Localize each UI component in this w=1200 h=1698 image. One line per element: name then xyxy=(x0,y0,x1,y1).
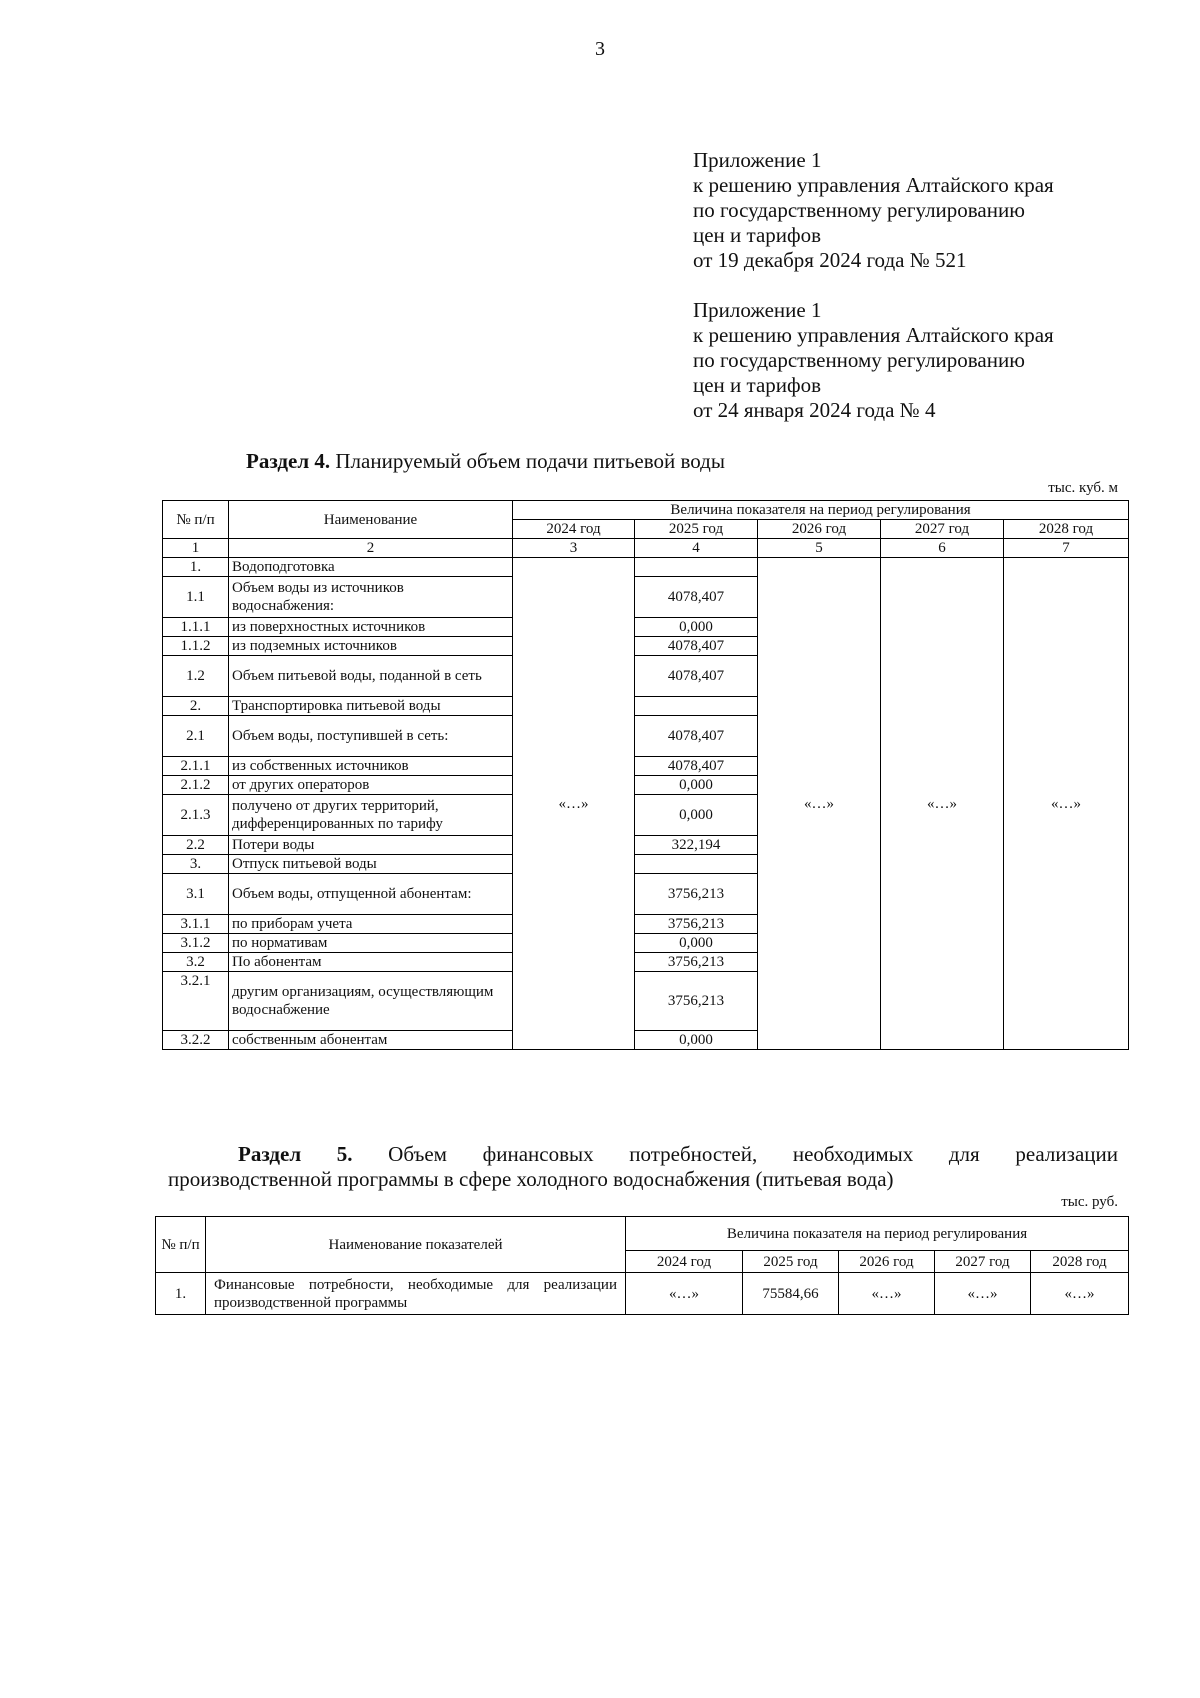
header-year: 2025 год xyxy=(743,1251,839,1273)
row-name: Отпуск питьевой воды xyxy=(229,855,513,874)
value-2025: 322,194 xyxy=(635,836,758,855)
row-num: 3.2.2 xyxy=(163,1031,229,1050)
row-name: по приборам учета xyxy=(229,915,513,934)
section5-units: тыс. руб. xyxy=(1061,1194,1118,1210)
row-num: 3.1.2 xyxy=(163,934,229,953)
value-2025: 4078,407 xyxy=(635,637,758,656)
value-2025 xyxy=(635,855,758,874)
section5-table xyxy=(155,1216,1129,1315)
header-year: 2028 год xyxy=(1031,1251,1129,1273)
header-name: Наименование показателей xyxy=(206,1217,626,1273)
appendix-line: от 24 января 2024 года № 4 xyxy=(693,398,936,422)
section5-title xyxy=(168,1142,1118,1192)
row-name: Потери воды xyxy=(229,836,513,855)
row-num: 1.1 xyxy=(163,577,229,618)
section5-title-text-line2: производственной программы в сфере холодного водоснабжения (питьевая вода) xyxy=(168,1167,894,1191)
value-2025 xyxy=(635,697,758,716)
table-row xyxy=(156,1273,1129,1315)
header-year: 2024 год xyxy=(513,520,635,539)
value-2025: 0,000 xyxy=(635,795,758,836)
header-year: 2024 год xyxy=(626,1251,743,1273)
table-row xyxy=(163,558,1129,577)
value-2024: «…» xyxy=(626,1273,743,1315)
row-num: 1.2 xyxy=(163,656,229,697)
row-name: Объем воды, отпущенной абонентам: xyxy=(229,874,513,915)
appendix-line: от 19 декабря 2024 года № 521 xyxy=(693,248,967,272)
section4-title xyxy=(246,449,725,474)
appendix-line: цен и тарифов xyxy=(693,223,822,247)
value-2026: «…» xyxy=(839,1273,935,1315)
header-period: Величина показателя на период регулирования xyxy=(513,501,1129,520)
value-2025: 4078,407 xyxy=(635,716,758,757)
header-year: 2027 год xyxy=(881,520,1004,539)
row-num: 3.1.1 xyxy=(163,915,229,934)
value-2027: «…» xyxy=(881,558,1004,1050)
row-num: 1.1.2 xyxy=(163,637,229,656)
header-year: 2025 год xyxy=(635,520,758,539)
row-name: Объем воды, поступившей в сеть: xyxy=(229,716,513,757)
value-2025: 0,000 xyxy=(635,776,758,795)
header-year: 2027 год xyxy=(935,1251,1031,1273)
row-name: Финансовые потребности, необходимые для реализации производственной программы xyxy=(206,1273,626,1315)
appendix-line: Приложение 1 xyxy=(693,148,822,172)
header-num: № п/п xyxy=(156,1217,206,1273)
col-number: 1 xyxy=(163,539,229,558)
row-name: Водоподготовка xyxy=(229,558,513,577)
appendix-line: к решению управления Алтайского края xyxy=(693,323,1054,347)
row-name: из поверхностных источников xyxy=(229,618,513,637)
row-num: 1. xyxy=(156,1273,206,1315)
appendix-header-old xyxy=(693,298,1054,423)
value-2025: 4078,407 xyxy=(635,577,758,618)
row-name: другим организациям, осуществляющим водоснабжение xyxy=(229,972,513,1031)
appendix-line: цен и тарифов xyxy=(693,373,822,397)
value-2025: 0,000 xyxy=(635,1031,758,1050)
row-num: 1. xyxy=(163,558,229,577)
row-num: 3.2.1 xyxy=(163,972,229,1031)
header-name: Наименование xyxy=(229,501,513,539)
row-name: по нормативам xyxy=(229,934,513,953)
row-name: Объем питьевой воды, поданной в сеть xyxy=(229,656,513,697)
value-2028: «…» xyxy=(1004,558,1129,1050)
row-num: 3.1 xyxy=(163,874,229,915)
row-name: получено от других территорий, дифференцированных по тарифу xyxy=(229,795,513,836)
header-year: 2028 год xyxy=(1004,520,1129,539)
col-number: 2 xyxy=(229,539,513,558)
row-num: 2.1.3 xyxy=(163,795,229,836)
row-name: Транспортировка питьевой воды xyxy=(229,697,513,716)
appendix-line: по государственному регулированию xyxy=(693,198,1025,222)
value-2025: 3756,213 xyxy=(635,915,758,934)
value-2028: «…» xyxy=(1031,1273,1129,1315)
value-2024: «…» xyxy=(513,558,635,1050)
row-num: 1.1.1 xyxy=(163,618,229,637)
row-num: 2.1.1 xyxy=(163,757,229,776)
section4-units: тыс. куб. м xyxy=(1048,480,1118,496)
section5-title-text: Объем финансовых потребностей, необходимых для реализации xyxy=(352,1142,1118,1166)
value-2025: 4078,407 xyxy=(635,757,758,776)
appendix-line: по государственному регулированию xyxy=(693,348,1025,372)
row-num: 2.2 xyxy=(163,836,229,855)
value-2025: 3756,213 xyxy=(635,972,758,1031)
col-number: 3 xyxy=(513,539,635,558)
value-2025: 3756,213 xyxy=(635,874,758,915)
col-number: 6 xyxy=(881,539,1004,558)
value-2026: «…» xyxy=(758,558,881,1050)
row-name: По абонентам xyxy=(229,953,513,972)
row-name: из подземных источников xyxy=(229,637,513,656)
appendix-line: Приложение 1 xyxy=(693,298,822,322)
value-2025: 0,000 xyxy=(635,934,758,953)
header-year: 2026 год xyxy=(839,1251,935,1273)
value-2025: 0,000 xyxy=(635,618,758,637)
col-number: 7 xyxy=(1004,539,1129,558)
value-2027: «…» xyxy=(935,1273,1031,1315)
page-number: 3 xyxy=(595,38,605,60)
value-2025: 3756,213 xyxy=(635,953,758,972)
row-name: собственным абонентам xyxy=(229,1031,513,1050)
section4-title-bold: Раздел 4. xyxy=(246,449,331,473)
row-num: 2.1 xyxy=(163,716,229,757)
row-num: 3. xyxy=(163,855,229,874)
appendix-header-new xyxy=(693,148,1054,273)
col-number: 4 xyxy=(635,539,758,558)
row-num: 2. xyxy=(163,697,229,716)
row-num: 2.1.2 xyxy=(163,776,229,795)
section5-title-bold: Раздел 5. xyxy=(238,1142,353,1166)
value-2025: 75584,66 xyxy=(743,1273,839,1315)
value-2025 xyxy=(635,558,758,577)
header-year: 2026 год xyxy=(758,520,881,539)
header-period: Величина показателя на период регулирования xyxy=(626,1217,1129,1251)
header-num: № п/п xyxy=(163,501,229,539)
appendix-line: к решению управления Алтайского края xyxy=(693,173,1054,197)
row-name: Объем воды из источников водоснабжения: xyxy=(229,577,513,618)
section4-title-text: Планируемый объем подачи питьевой воды xyxy=(330,449,725,473)
section4-table xyxy=(162,500,1129,1050)
row-name: от других операторов xyxy=(229,776,513,795)
value-2025: 4078,407 xyxy=(635,656,758,697)
row-num: 3.2 xyxy=(163,953,229,972)
col-number: 5 xyxy=(758,539,881,558)
row-name: из собственных источников xyxy=(229,757,513,776)
